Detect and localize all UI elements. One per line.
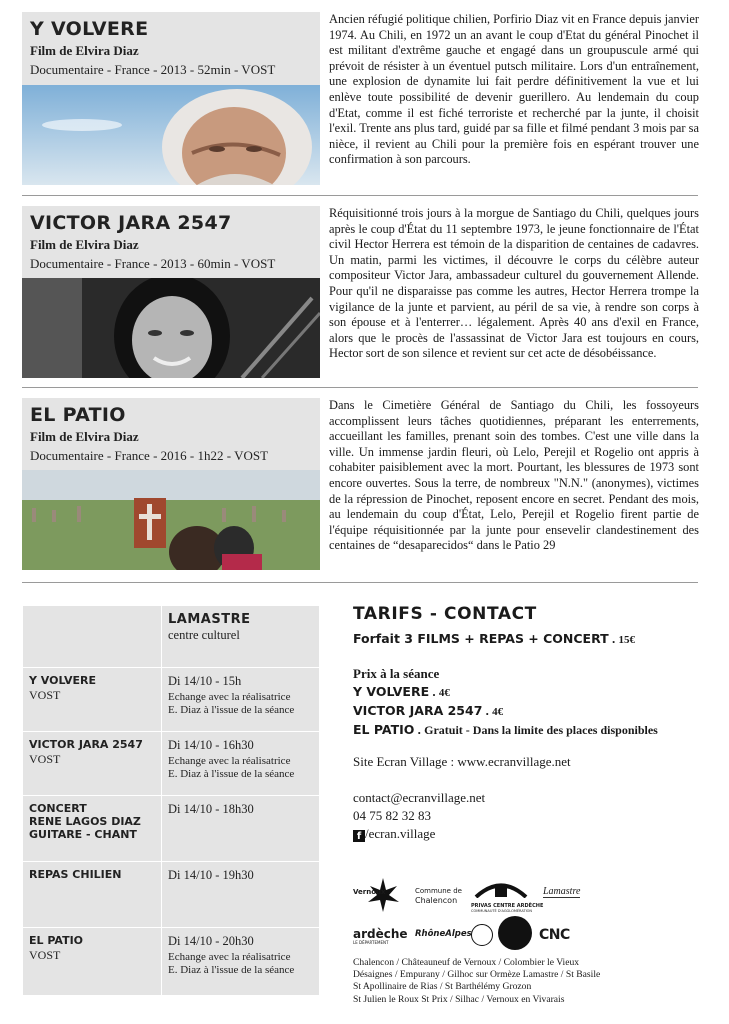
film-card-victor-jara — [22, 206, 320, 378]
event-name — [23, 668, 162, 732]
price-item-value: Gratuit - Dans la limite des places disponibles — [424, 723, 658, 737]
event-time — [162, 928, 320, 996]
event-name — [23, 862, 162, 928]
vernoux-label: Vernoux — [353, 888, 386, 896]
privas-sub: COMMUNAUTÉ D'AGGLOMÉRATION — [471, 909, 533, 913]
event-sub: VOST — [29, 948, 61, 962]
town-line: Désaignes / Empurany / Gilhoc sur Ormèze Lamastre / St Basile — [353, 969, 601, 981]
vernoux-star-icon — [353, 876, 403, 916]
event-name — [23, 732, 162, 796]
event-name — [23, 928, 162, 996]
film-meta: Documentaire - France - 2013 - 52min - VOST — [30, 62, 276, 77]
circle-logo — [471, 924, 493, 946]
note-line: E. Diaz à l'issue de la séance — [168, 964, 295, 976]
privas-label: PRIVAS CENTRE ARDÈCHE — [471, 903, 544, 909]
ardeche-logo — [353, 928, 408, 945]
cnc-logo — [539, 927, 570, 943]
commune-round-logo — [498, 916, 532, 950]
table-header-row — [23, 606, 320, 668]
rhone-label: RhôneAlpes — [415, 929, 472, 939]
town-line: St Apollinaire de Rias / St Barthélémy Grozon — [353, 981, 532, 993]
facebook-icon: f — [353, 830, 365, 842]
event-datetime: Di 14/10 - 20h30 — [168, 934, 254, 948]
price-item — [353, 721, 713, 739]
film-meta: Documentaire - France - 2016 - 1h22 - VOST — [30, 448, 269, 463]
price-item-name: EL PATIO — [353, 722, 415, 737]
town-line: Chalencon / Châteauneuf de Vernoux / Colombier le Vieux — [353, 957, 580, 968]
divider — [22, 387, 698, 388]
table-row — [23, 928, 320, 996]
tarifs-contact — [353, 604, 713, 843]
film-title: Y VOLVERE — [30, 18, 149, 40]
forfait-price: 15€ — [618, 634, 635, 646]
table-row — [23, 796, 320, 862]
divider — [22, 582, 698, 583]
event-title: EL PATIO — [29, 934, 84, 947]
price-separator: . — [429, 684, 439, 699]
cnc-label: CNC — [539, 927, 570, 943]
note-line: Echange avec la réalisatrice — [168, 755, 291, 767]
film-author: Film de Elvira Diaz — [30, 43, 139, 58]
price-item-name: Y VOLVERE — [353, 684, 430, 699]
venue-name: LAMASTRE — [168, 612, 251, 627]
event-sub: VOST — [29, 688, 61, 702]
note-line: Echange avec la réalisatrice — [168, 951, 291, 963]
email-link[interactable]: contact@ecranvillage.net — [353, 790, 486, 805]
schedule-table — [22, 605, 320, 996]
privas-logo — [471, 880, 544, 913]
film-author: Film de Elvira Diaz — [30, 429, 139, 444]
phone-number: 04 75 82 32 83 — [353, 808, 431, 823]
website-line[interactable]: Site Ecran Village : www.ecranvillage.net — [353, 754, 571, 769]
facebook-handle: /ecran.village — [365, 826, 436, 841]
film-title: EL PATIO — [30, 404, 126, 426]
event-note — [168, 951, 313, 977]
event-datetime: Di 14/10 - 15h — [168, 674, 242, 688]
venue-header — [162, 606, 320, 668]
price-item-value: 4€ — [438, 687, 450, 699]
event-datetime: Di 14/10 - 16h30 — [168, 738, 254, 752]
event-title: Y VOLVERE — [29, 674, 96, 687]
venue-sub: centre culturel — [168, 628, 240, 642]
partner-logos — [353, 876, 713, 964]
ardeche-sub: LE DÉPARTEMENT — [353, 940, 389, 945]
table-row — [23, 862, 320, 928]
film-photo — [22, 470, 320, 570]
film-description: Ancien réfugié politique chilien, Porfirio Diaz vit en France depuis janvier 1974. Au Chili, en 1972 un an avant le coup d'Etat du général Pinochet il est militant d'extrême gauche et engagé dans un groupuscule armé qui prévoit de résister à un éventuel putsch militaire. Lors d'un entraînement, une explosion de dynamite lui fait perdre définitivement la vue et lui enlève toute possibilité de devenir guerillero. Au lendemain du coup d'Etat, comme il est fiché terroriste et recherché par la junte, il choisit l'exil. Trente ans plus tard, guidé par sa fille et filmé pendant 3 mois par sa nièce, il revient au Chili pour la première fois en espérant trouver une confirmation à son parcours. — [329, 12, 699, 167]
note-line: E. Diaz à l'issue de la séance — [168, 704, 295, 716]
event-datetime: Di 14/10 - 19h30 — [168, 868, 254, 882]
table-row — [23, 668, 320, 732]
forfait-line — [353, 630, 713, 649]
film-meta: Documentaire - France - 2013 - 60min - VOST — [30, 256, 276, 271]
event-datetime: Di 14/10 - 18h30 — [168, 802, 254, 816]
event-time — [162, 668, 320, 732]
event-name — [23, 796, 162, 862]
price-separator: . — [414, 722, 425, 737]
film-photo — [22, 278, 320, 378]
lamastre-label: Lamastre — [543, 886, 581, 897]
event-time — [162, 796, 320, 862]
facebook-line[interactable] — [353, 825, 713, 843]
table-row — [23, 732, 320, 796]
event-title-line: CONCERT — [29, 802, 87, 815]
note-line: E. Diaz à l'issue de la séance — [168, 768, 295, 780]
event-time — [162, 732, 320, 796]
note-line: Echange avec la réalisatrice — [168, 691, 291, 703]
section-title: TARIFS - CONTACT — [353, 604, 537, 624]
vernoux-logo — [353, 876, 403, 916]
price-item-name: VICTOR JARA 2547 — [353, 703, 483, 718]
per-session-label: Prix à la séance — [353, 666, 440, 681]
event-title: VICTOR JARA 2547 — [29, 738, 143, 751]
chalencon-line: Commune de — [415, 887, 462, 895]
film-description: Dans le Cimetière Général de Santiago du Chili, les fossoyeurs accomplissent leurs tâches quotidiennes, préparant les enterrements, accueillant les familles, prenant soin des tombes. C'est une ville dans la ville. Un immense jardin fleuri, où Lelo, Perejil et Rogelio ont appris à cohabiter paisiblement avec la mort. Pourtant, les blessures de 1973 sont encore ouvertes. Sous la terre, de nombreux "N.N." (anonymes), victimes de la répression de Pinochet, reposent encore en secret. Pendant des mois, au lendemain du coup d'État, Lelo, Perejil et Rogelio firent partie de l'équipe réquisitionnée par la junte pour ensevelir clandestinement des centaines de “desaparecidos“ dans le Patio 29 — [329, 398, 699, 553]
price-item-value: 4€ — [492, 706, 504, 718]
rhone-alpes-logo — [415, 929, 472, 939]
price-item — [353, 702, 713, 721]
event-note — [168, 755, 313, 781]
lamastre-logo — [543, 886, 580, 898]
town-line: St Julien le Roux St Prix / Silhac / Vernoux en Vivarais — [353, 993, 565, 1005]
forfait-label: Forfait 3 FILMS + REPAS + CONCERT — [353, 631, 609, 646]
film-author: Film de Elvira Diaz — [30, 237, 139, 252]
film-description: Réquisitionné trois jours à la morgue de Santiago du Chili, quelques jours après le coup d'État du 11 septembre 1973, le jeune fonctionnaire de l'État civil Hector Herrera est témoin de la disparition de centaines de cadavres. Un matin, parmi les victimes, il découvre le corps du célèbre auteur compositeur Victor Jara, ambassadeur culturel du gouvernement Allende. Pour qu'il ne disparaisse pas comme les autres, Hector Herrera trompe la vigilance de la junte et parvient, au péril de sa vie, à rendre son corps à son épouse et à l'enterrer… légalement. Après 40 ans d'exil en France, alors que le procès de l'assassinat de Victor Jara est toujours en cours, Hector sort de son silence et revient sur cet acte de désobéissance. — [329, 206, 699, 361]
film-card-el-patio — [22, 398, 320, 570]
event-title: REPAS CHILIEN — [29, 868, 122, 881]
price-separator: . — [482, 703, 493, 718]
chalencon-line: Chalencon — [415, 896, 458, 905]
film-card-y-volvere — [22, 12, 320, 185]
price-item — [353, 683, 713, 702]
towns-list — [353, 957, 703, 1006]
film-photo — [22, 85, 320, 185]
table-cell — [23, 606, 162, 668]
event-title-line: GUITARE - CHANT — [29, 828, 137, 841]
event-time — [162, 862, 320, 928]
chalencon-logo — [415, 887, 462, 906]
ardeche-label: ardèche — [353, 927, 408, 941]
price-separator: . — [608, 631, 619, 646]
event-title-line: RENE LAGOS DIAZ — [29, 815, 141, 828]
event-note — [168, 691, 313, 717]
film-title: VICTOR JARA 2547 — [30, 212, 232, 234]
event-sub: VOST — [29, 752, 61, 766]
privas-arc-icon — [471, 880, 531, 898]
divider — [22, 195, 698, 196]
